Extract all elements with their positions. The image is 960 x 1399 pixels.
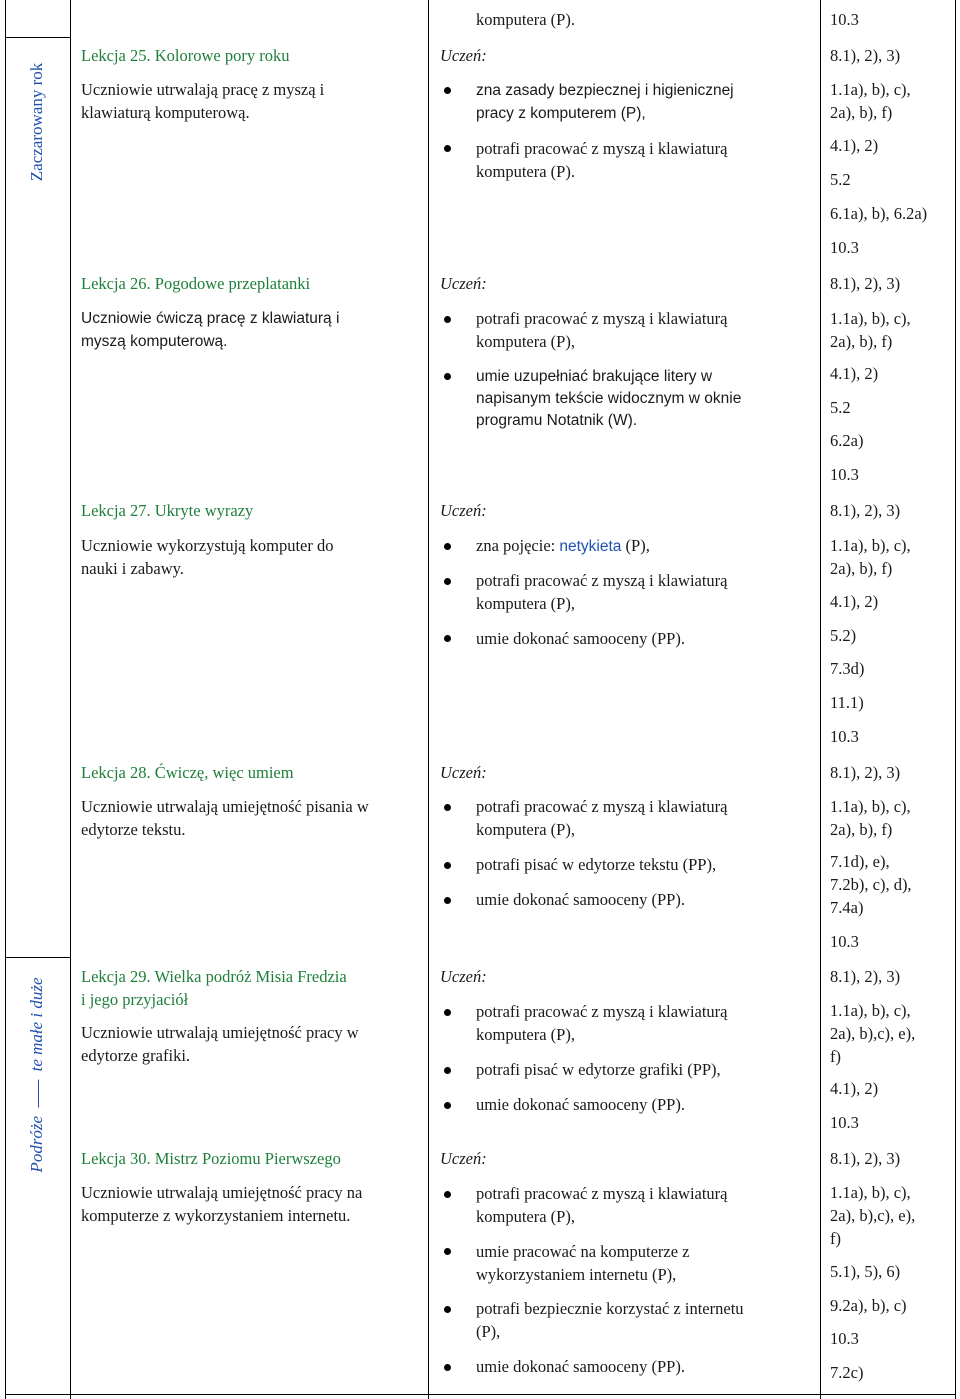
skill-item: potrafi pisać w edytorze tekstu (PP),: [476, 855, 717, 874]
bullet-icon: [444, 1067, 451, 1074]
bullet-icon: [444, 316, 451, 323]
ref-item: 7.4a): [830, 898, 864, 917]
skill-item: pracy z komputerem (P),: [476, 105, 646, 122]
section-label-zaczarowany-rok: Zaczarowany rok: [27, 62, 46, 182]
ref-item: 2a), b), f): [830, 820, 893, 839]
ref-item: 2a), b), f): [830, 559, 893, 578]
skill-item: umie dokonać samooceny (PP).: [476, 629, 685, 648]
lesson-name: Mistrz Poziomu Pierwszego: [154, 1149, 341, 1168]
lesson-name: Wielka podróż Misia Fredzia: [154, 967, 347, 986]
ref-item: 2a), b), f): [830, 103, 893, 122]
skill-item: napisanym tekście widocznym w oknie: [476, 390, 742, 407]
skill-item: umie uzupełniać brakujące litery w: [476, 368, 713, 385]
ref-item: 1.1a), b), c),: [830, 536, 911, 555]
lesson-column-divider: [428, 0, 429, 1399]
lesson-description: myszą komputerową.: [81, 333, 228, 350]
bullet-icon: [444, 373, 451, 380]
ref-item: 7.2c): [830, 1363, 864, 1382]
skill-item: potrafi pracować z myszą i klawiaturą: [476, 797, 728, 816]
lesson-number: Lekcja 30.: [81, 1149, 151, 1168]
ref-item: 4.1), 2): [830, 136, 879, 155]
ref-item: 11.1): [830, 693, 864, 712]
ref-item: 7.1d), e),: [830, 852, 890, 871]
ref-item: 5.2): [830, 626, 857, 645]
student-label: Uczeń:: [440, 1149, 487, 1168]
ref-item: 2a), b),c), e),: [830, 1206, 916, 1225]
skill-item: komputera (P),: [476, 1025, 575, 1044]
lesson-title: [81, 499, 253, 522]
lesson-description: Uczniowie wykorzystują komputer do: [81, 536, 334, 555]
lesson-description: klawiaturą komputerową.: [81, 103, 250, 122]
skill-item: potrafi pracować z myszą i klawiaturą: [476, 571, 728, 590]
section-label-part1: Podróże: [27, 1115, 46, 1173]
skill-item: programu Notatnik (W).: [476, 412, 638, 429]
ref-item: 10.3: [830, 932, 859, 951]
section-divider: [5, 957, 71, 958]
skill-item: umie pracować na komputerze z: [476, 1242, 690, 1261]
bullet-icon: [444, 1009, 451, 1016]
ref-item: 2a), b), f): [830, 332, 893, 351]
ref-item: f): [830, 1047, 841, 1066]
lesson-number: Lekcja 29.: [81, 967, 151, 986]
table-border-bottom: [5, 1394, 956, 1395]
skill-item: [476, 534, 650, 558]
ref-item: 1.1a), b), c),: [830, 1001, 911, 1020]
bullet-icon: [444, 1248, 451, 1255]
lesson-description: nauki i zabawy.: [81, 559, 184, 578]
ref-item: 5.2: [830, 170, 851, 189]
lesson-title-line2: i jego przyjaciół: [81, 990, 189, 1009]
skill-item: potrafi pracować z myszą i klawiaturą: [476, 139, 728, 158]
bullet-icon: [444, 804, 451, 811]
lesson-title: [81, 44, 290, 67]
lesson-name: Kolorowe pory roku: [154, 46, 290, 65]
bullet-icon: [444, 1306, 451, 1313]
skill-item: komputera (P).: [476, 162, 575, 181]
skill-item: potrafi pracować z myszą i klawiaturą: [476, 1002, 728, 1021]
lesson-description: edytorze tekstu.: [81, 820, 186, 839]
ref-item: f): [830, 1229, 841, 1248]
lesson-number: Lekcja 26.: [81, 274, 151, 293]
lesson-title: [81, 965, 347, 988]
bullet-icon: [444, 1102, 451, 1109]
ref-item: 8.1), 2), 3): [830, 274, 901, 293]
student-label: Uczeń:: [440, 967, 487, 986]
bullet-icon: [444, 897, 451, 904]
ref-item: 10.3: [830, 727, 859, 746]
ref-item: 2a), b),c), e),: [830, 1024, 916, 1043]
lesson-name: Pogodowe przeplatanki: [154, 274, 311, 293]
skill-item: komputera (P),: [476, 332, 575, 351]
bullet-icon: [444, 1191, 451, 1198]
ref-item: 9.2a), b), c): [830, 1296, 907, 1315]
skills-column-divider: [820, 0, 821, 1399]
ref-item: 4.1), 2): [830, 592, 879, 611]
lesson-name: Ukryte wyrazy: [154, 501, 254, 520]
skill-item: potrafi pracować z myszą i klawiaturą: [476, 1184, 728, 1203]
ref-item: 10.3: [830, 1113, 859, 1132]
bullet-icon: [444, 862, 451, 869]
bullet-icon: [444, 87, 451, 94]
skill-item: potrafi pisać w edytorze grafiki (PP),: [476, 1060, 721, 1079]
ref-continuation: 10.3: [830, 10, 859, 29]
ref-item: 1.1a), b), c),: [830, 309, 911, 328]
lesson-description: Uczniowie utrwalają umiejętność pracy na: [81, 1183, 363, 1202]
lesson-description: Uczniowie utrwalają pracę z myszą i: [81, 80, 325, 99]
section-label-podroze: [27, 977, 47, 1172]
ref-item: 6.1a), b), 6.2a): [830, 204, 928, 223]
student-label: Uczeń:: [440, 501, 487, 520]
table-border-top: [5, 37, 71, 38]
ref-item: 8.1), 2), 3): [830, 501, 901, 520]
ref-item: 7.3d): [830, 659, 865, 678]
lesson-title: [81, 761, 294, 784]
ref-item: 8.1), 2), 3): [830, 1149, 901, 1168]
ref-item: 10.3: [830, 1329, 859, 1348]
skill-item: komputera (P),: [476, 594, 575, 613]
student-label: Uczeń:: [440, 274, 487, 293]
skill-item: komputera (P),: [476, 1207, 575, 1226]
skill-item: umie dokonać samooceny (PP).: [476, 1357, 685, 1376]
lesson-description: komputerze z wykorzystaniem internetu.: [81, 1206, 351, 1225]
table-border-right: [955, 0, 956, 1399]
lesson-name: Ćwiczę, więc umiem: [154, 763, 294, 782]
ref-item: 10.3: [830, 465, 859, 484]
ref-item: 5.2: [830, 398, 851, 417]
bullet-icon: [444, 145, 451, 152]
ref-item: 7.2b), c), d),: [830, 875, 912, 894]
ref-item: 1.1a), b), c),: [830, 797, 911, 816]
bullet-icon: [444, 578, 451, 585]
lesson-title: [81, 272, 310, 295]
lesson-description: Uczniowie ćwiczą pracę z klawiaturą i: [81, 310, 340, 327]
skill-item: umie dokonać samooceny (PP).: [476, 890, 685, 909]
skill-item: komputera (P),: [476, 820, 575, 839]
lesson-description: Uczniowie utrwalają umiejętność pisania w: [81, 797, 369, 816]
ref-item: 4.1), 2): [830, 364, 879, 383]
lesson-number: Lekcja 25.: [81, 46, 151, 65]
ref-item: 8.1), 2), 3): [830, 46, 901, 65]
skill-item: (P),: [476, 1322, 501, 1341]
skill-item: zna zasady bezpiecznej i higienicznej: [476, 82, 734, 99]
student-label: Uczeń:: [440, 763, 487, 782]
bullet-icon: [444, 1364, 451, 1371]
ref-item: 5.1), 5), 6): [830, 1262, 901, 1281]
skill-item: potrafi pracować z myszą i klawiaturą: [476, 309, 728, 328]
skill-text: (P),: [621, 536, 650, 555]
skill-continuation: komputera (P).: [476, 10, 575, 29]
ref-item: 8.1), 2), 3): [830, 967, 901, 986]
skill-text: zna pojęcie:: [476, 536, 560, 555]
ref-item: 6.2a): [830, 431, 864, 450]
lesson-description: edytorze grafiki.: [81, 1046, 191, 1065]
skill-item: potrafi bezpiecznie korzystać z internetu: [476, 1299, 744, 1318]
skill-item: umie dokonać samooceny (PP).: [476, 1095, 685, 1114]
ref-item: 1.1a), b), c),: [830, 80, 911, 99]
student-label: Uczeń:: [440, 46, 487, 65]
table-border-left: [5, 0, 6, 1399]
ref-item: 1.1a), b), c),: [830, 1183, 911, 1202]
lesson-title: [81, 1147, 341, 1170]
term-netykieta: netykieta: [559, 538, 622, 555]
ref-item: 8.1), 2), 3): [830, 763, 901, 782]
lesson-number: Lekcja 27.: [81, 501, 151, 520]
ref-item: 4.1), 2): [830, 1079, 879, 1098]
section-dash: [38, 1080, 39, 1108]
section-label-part2: te małe i duże: [27, 977, 46, 1072]
bullet-icon: [444, 543, 451, 550]
ref-item: 10.3: [830, 238, 859, 257]
skill-item: wykorzystaniem internetu (P),: [476, 1265, 677, 1284]
bullet-icon: [444, 635, 451, 642]
lesson-description: Uczniowie utrwalają umiejętność pracy w: [81, 1023, 359, 1042]
section-column-divider: [70, 0, 71, 1399]
lesson-number: Lekcja 28.: [81, 763, 151, 782]
